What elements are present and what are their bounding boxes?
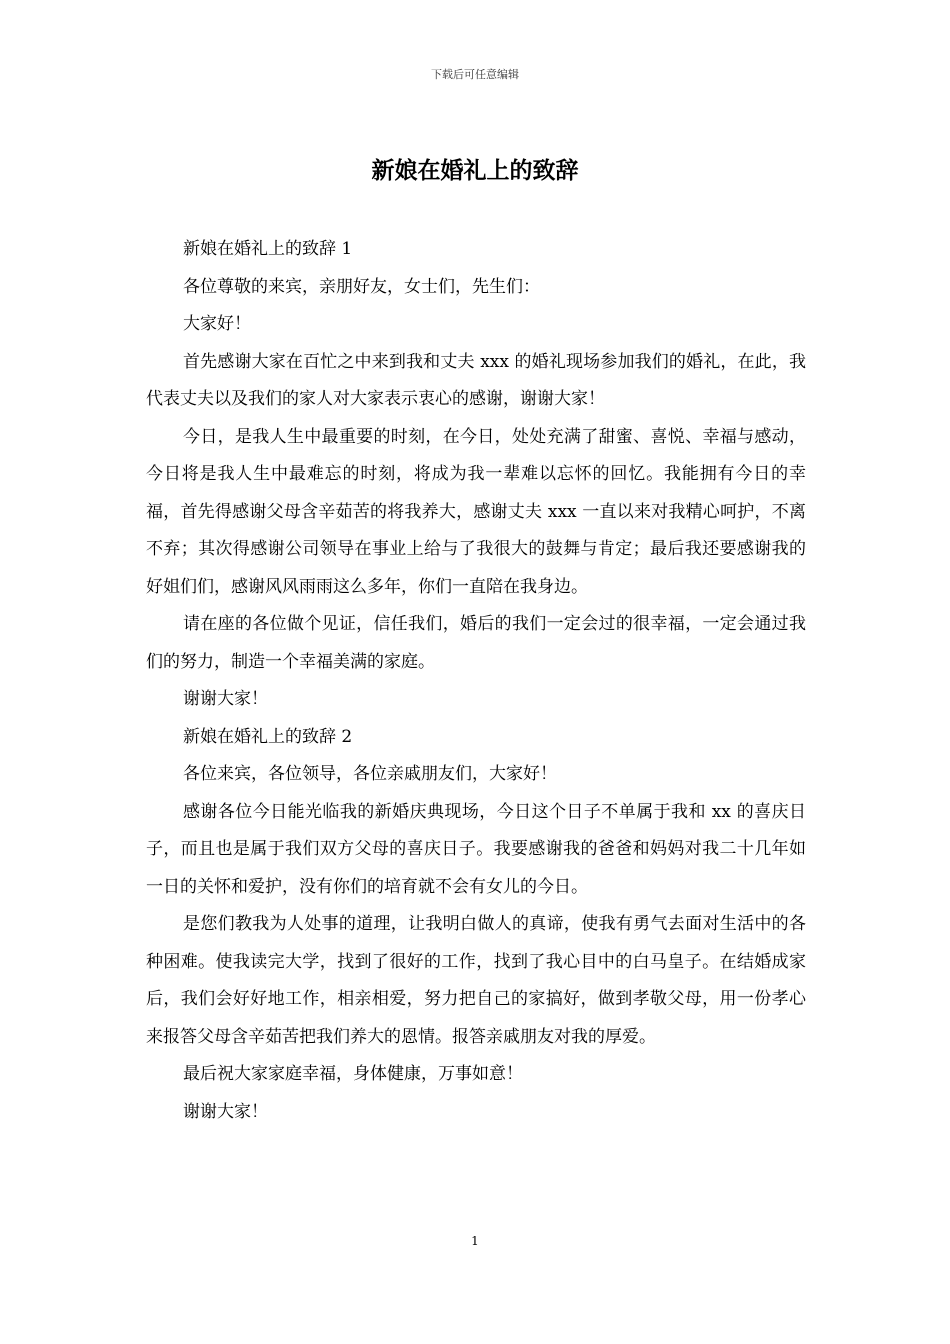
- page-number: 1: [471, 1234, 479, 1248]
- subheading-speech-1: 新娘在婚礼上的致辞 1: [183, 239, 353, 259]
- body-paragraph: 是您们教我为人处事的道理，让我明白做人的真谛，使我有勇气去面对生活中的各种困难。使我读完大学，找到了很好的工作，找到了我心目中的白马皇子。在结婚成家后，我们会好好地工作，相亲相爱，努力把自己的家搞好，做到孝敬父母，用一份孝心来报答父母含辛茹苦把我们养大的恩情。报答亲戚朋友对我的厚爱。: [146, 914, 806, 1047]
- document-body: [146, 231, 806, 1131]
- salutation: 各位尊敬的来宾，亲朋好友，女士们，先生们：: [183, 276, 540, 297]
- greeting: 大家好！: [183, 314, 251, 334]
- subheading-speech-2: 新娘在婚礼上的致辞 2: [183, 726, 353, 747]
- body-paragraph: 感谢各位今日能光临我的新婚庆典现场，今日这个日子不单属于我和 xx 的喜庆日子，而且也是属于我们双方父母的喜庆日子。我要感谢我的爸爸和妈妈对我二十几年如一日的关怀和爱护，没有你们的培育就不会有女儿的今日。: [146, 801, 806, 897]
- body-paragraph: 今日，是我人生中最重要的时刻，在今日，处处充满了甜蜜、喜悦、幸福与感动，今日将是我人生中最难忘的时刻，将成为我一辈难以忘怀的回忆。我能拥有今日的幸福，首先得感谢父母含辛茹苦的将我养大，感谢丈夫 xxx 一直以来对我精心呵护，不离不弃；其次得感谢公司领导在事业上给与了我很大的鼓舞与肯定；最后我还要感谢我的好姐们们，感谢风风雨雨这么多年，你们一直陪在我身边。: [146, 426, 806, 597]
- header-note: 下载后可任意编辑: [431, 68, 519, 81]
- body-paragraph: 首先感谢大家在百忙之中来到我和丈夫 xxx 的婚礼现场参加我们的婚礼，在此，我代表丈夫以及我们的家人对大家表示衷心的感谢，谢谢大家！: [146, 351, 806, 409]
- closing-thanks: 谢谢大家！: [183, 1101, 268, 1122]
- body-paragraph: 请在座的各位做个见证，信任我们，婚后的我们一定会过的很幸福，一定会通过我们的努力，制造一个幸福美满的家庭。: [146, 614, 806, 672]
- salutation: 各位来宾，各位领导，各位亲戚朋友们，大家好！: [183, 764, 557, 784]
- document-title: 新娘在婚礼上的致辞: [371, 157, 579, 184]
- closing-wishes: 最后祝大家家庭幸福，身体健康，万事如意！: [183, 1064, 523, 1084]
- closing-thanks: 谢谢大家！: [183, 689, 268, 709]
